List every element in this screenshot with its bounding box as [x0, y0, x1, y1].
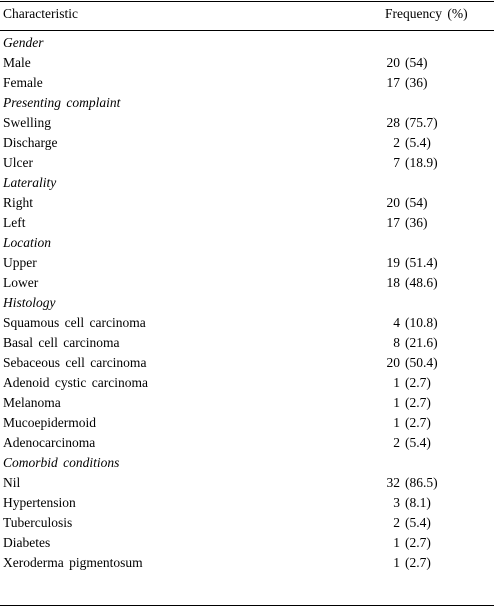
row-percent: (8.1)	[405, 495, 431, 510]
row-percent: (36)	[405, 75, 428, 90]
row-percent: (75.7)	[405, 115, 438, 130]
section-heading-row	[0, 453, 494, 473]
table-bottom-rule	[0, 605, 494, 606]
row-percent: (21.6)	[405, 335, 438, 350]
table-row	[0, 113, 494, 133]
table-row	[0, 253, 494, 273]
table-row	[0, 333, 494, 353]
row-percent: (54)	[405, 55, 428, 70]
row-label: Adenocarcinoma	[3, 435, 96, 450]
table-row	[0, 153, 494, 173]
row-percent: (86.5)	[405, 475, 438, 490]
row-label: Female	[3, 75, 43, 90]
row-label: Sebaceous cell carcinoma	[3, 355, 147, 370]
table-row	[0, 413, 494, 433]
row-percent: (10.8)	[405, 315, 438, 330]
section-heading: Gender	[3, 35, 44, 50]
row-label: Left	[3, 215, 26, 230]
row-count: 7	[393, 155, 400, 170]
row-label: Upper	[3, 255, 37, 270]
row-count: 8	[393, 335, 400, 350]
table-row	[0, 73, 494, 93]
row-label: Nil	[3, 475, 21, 490]
row-label: Melanoma	[3, 395, 61, 410]
table-row	[0, 373, 494, 393]
row-count: 17	[386, 215, 400, 230]
row-count: 1	[393, 535, 400, 550]
row-label: Discharge	[3, 135, 58, 150]
table-row	[0, 133, 494, 153]
row-count: 2	[393, 135, 400, 150]
row-count: 32	[386, 475, 400, 490]
row-label: Mucoepidermoid	[3, 415, 96, 430]
row-percent: (36)	[405, 215, 428, 230]
row-label: Lower	[3, 275, 39, 290]
table-row	[0, 513, 494, 533]
row-percent: (2.7)	[405, 535, 431, 550]
section-heading-row	[0, 33, 494, 53]
row-count: 28	[386, 115, 400, 130]
section-heading: Presenting complaint	[3, 95, 121, 110]
row-count: 3	[393, 495, 400, 510]
row-count: 18	[386, 275, 400, 290]
table-row	[0, 473, 494, 493]
row-percent: (48.6)	[405, 275, 438, 290]
table-header-rule	[0, 30, 494, 31]
table-row	[0, 493, 494, 513]
row-percent: (2.7)	[405, 375, 431, 390]
row-percent: (2.7)	[405, 395, 431, 410]
row-count: 19	[386, 255, 400, 270]
row-percent: (5.4)	[405, 435, 431, 450]
row-count: 1	[393, 395, 400, 410]
row-count: 17	[386, 75, 400, 90]
header-frequency: Frequency (%)	[385, 6, 468, 21]
table-row	[0, 313, 494, 333]
row-label: Adenoid cystic carcinoma	[3, 375, 148, 390]
section-heading-row	[0, 173, 494, 193]
row-label: Right	[3, 195, 34, 210]
section-heading-row	[0, 233, 494, 253]
table-row	[0, 353, 494, 373]
row-count: 1	[393, 555, 400, 570]
row-label: Hypertension	[3, 495, 76, 510]
section-heading: Comorbid conditions	[3, 455, 120, 470]
section-heading: Location	[3, 235, 52, 250]
row-percent: (54)	[405, 195, 428, 210]
section-heading-row	[0, 293, 494, 313]
section-heading: Laterality	[3, 175, 57, 190]
table-row	[0, 193, 494, 213]
row-count: 20	[386, 55, 400, 70]
row-count: 4	[393, 315, 400, 330]
row-percent: (50.4)	[405, 355, 438, 370]
table-row	[0, 433, 494, 453]
table-top-rule	[0, 1, 494, 2]
row-percent: (2.7)	[405, 415, 431, 430]
table-row	[0, 553, 494, 573]
row-label: Male	[3, 55, 31, 70]
row-label: Basal cell carcinoma	[3, 335, 120, 350]
header-characteristic: Characteristic	[3, 6, 78, 21]
row-count: 20	[386, 195, 400, 210]
section-heading: Histology	[3, 295, 56, 310]
row-label: Tuberculosis	[3, 515, 73, 530]
row-percent: (5.4)	[405, 515, 431, 530]
row-percent: (51.4)	[405, 255, 438, 270]
row-label: Ulcer	[3, 155, 33, 170]
row-label: Xeroderma pigmentosum	[3, 555, 143, 570]
row-percent: (18.9)	[405, 155, 438, 170]
table-row	[0, 393, 494, 413]
row-count: 2	[393, 435, 400, 450]
row-count: 20	[386, 355, 400, 370]
section-heading-row	[0, 93, 494, 113]
table-header-row	[0, 6, 494, 26]
table-row	[0, 53, 494, 73]
table-row	[0, 533, 494, 553]
row-percent: (2.7)	[405, 555, 431, 570]
row-percent: (5.4)	[405, 135, 431, 150]
table-row	[0, 213, 494, 233]
table-body	[0, 33, 494, 573]
table-row	[0, 273, 494, 293]
row-label: Squamous cell carcinoma	[3, 315, 146, 330]
row-count: 2	[393, 515, 400, 530]
row-count: 1	[393, 415, 400, 430]
row-label: Diabetes	[3, 535, 51, 550]
row-label: Swelling	[3, 115, 52, 130]
row-count: 1	[393, 375, 400, 390]
